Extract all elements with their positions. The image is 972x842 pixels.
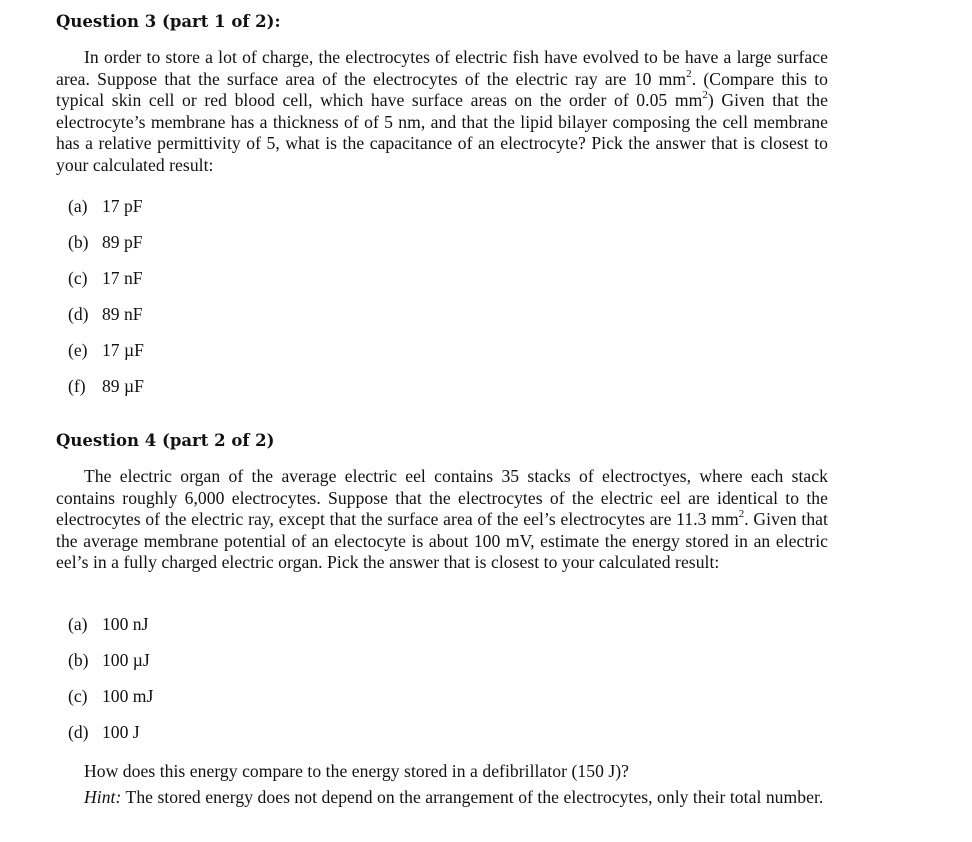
option-label: (a) [68,196,88,216]
question-4-superscript-1: 2 [738,508,745,521]
option-label: (d) [68,304,89,324]
question-3-text-part1: In order to store a lot of charge, the electrocytes of electric fish have evolved to be have a large surface area. Suppose that the surface area of the electrocytes of the electric ray are 10 mm [56,47,828,89]
question-3-body [56,47,828,177]
option-item[interactable] [68,267,144,303]
option-text: 17 pF [102,196,143,216]
option-label: (b) [68,650,89,670]
question-4-options [68,613,153,757]
question-3-options [68,195,144,411]
option-text: 89 µF [102,376,144,396]
option-text: 17 µF [102,340,144,360]
option-item[interactable] [68,649,153,685]
option-label: (f) [68,376,86,396]
hint-text: The stored energy does not depend on the arrangement of the electrocytes, only their total number. [121,787,824,807]
option-label: (c) [68,268,88,288]
question-3-superscript-1: 2 [686,67,692,80]
question-3-text-part3: ) Given that the electrocyte’s membrane has a thickness of of 5 nm, and that the lipid bilayer composing the cell membrane has a relative permittivity of 5, what is the capacitance of an electrocyte? Pick the answer that is closest to your calculated result: [56,90,828,175]
question-4-hint [56,787,828,809]
option-text: 100 µJ [102,650,150,670]
option-item[interactable] [68,375,144,411]
option-label: (c) [68,686,88,706]
question-4-title: Question 4 (part 2 of 2) [56,431,275,450]
option-text: 100 J [102,722,140,742]
option-label: (b) [68,232,89,252]
option-item[interactable] [68,339,144,375]
option-label: (a) [68,614,88,634]
question-4-followup: How does this energy compare to the energy stored in a defibrillator (150 J)? [84,761,630,781]
question-4-body [56,466,828,574]
option-label: (e) [68,340,88,360]
option-item[interactable] [68,685,153,721]
option-label: (d) [68,722,89,742]
option-item[interactable] [68,195,144,231]
question-3-superscript-2: 2 [702,89,708,102]
hint-label: Hint: [84,787,122,807]
question-4-text-part2: . Given that the average membrane potential of an electocyte is about 100 mV, estimate the energy stored in an electric eel’s in a fully charged electric organ. Pick the answer that is closest to your calculated result: [56,509,828,573]
option-item[interactable] [68,721,153,757]
option-text: 100 nJ [102,614,149,634]
option-text: 89 nF [102,304,143,324]
option-text: 17 nF [102,268,143,288]
option-text: 89 pF [102,232,143,252]
question-4-text-part1: The electric organ of the average electric eel contains 35 stacks of electroctyes, where each stack contains roughly 6,000 electrocytes. Suppose that the electrocytes of the electric eel are identical to the electrocytes of the electric ray, except that the surface area of the eel’s electrocytes are 11.3 mm [56,466,828,530]
question-3-title: Question 3 (part 1 of 2): [56,12,281,31]
option-item[interactable] [68,303,144,339]
option-item[interactable] [68,613,153,649]
option-item[interactable] [68,231,144,267]
option-text: 100 mJ [102,686,154,706]
question-3-text-part2: . (Compare this to typical skin cell or red blood cell, which have surface areas on the order of 0.05 mm [56,68,828,111]
